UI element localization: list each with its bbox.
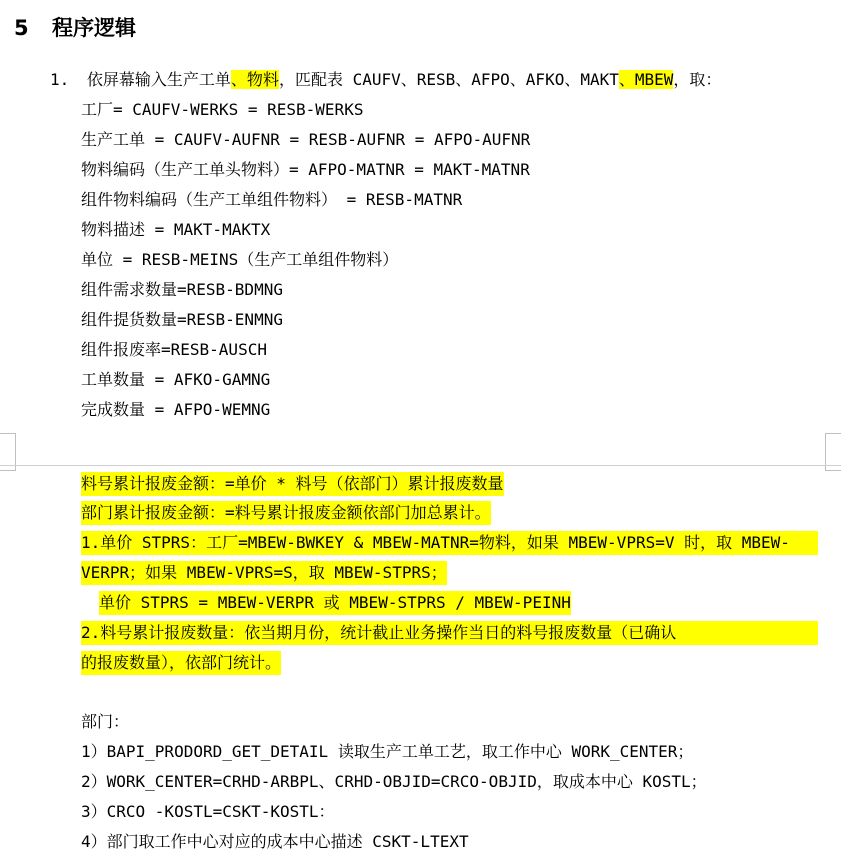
field-line: 生产工单 = CAUFV-AUFNR = RESB-AUFNR = AFPO-AUFNR xyxy=(81,130,531,149)
field-line: 组件物料编码（生产工单组件物料） = RESB-MATNR xyxy=(81,190,463,209)
field-line: 单位 = RESB-MEINS（生产工单组件物料） xyxy=(81,250,399,269)
intro-take: ，取： xyxy=(673,70,722,89)
intro-highlight-mbew: 、MBEW xyxy=(618,70,674,89)
department-label: 部门： xyxy=(81,712,130,731)
section-title: 程序逻辑 xyxy=(52,16,136,40)
item-number: 1. xyxy=(50,70,70,89)
highlighted-line: 2.料号累计报废数量：依当期月份，统计截止业务操作当日的料号报废数量（已确认 xyxy=(81,621,818,645)
intro-highlight-material: 、物料 xyxy=(230,70,279,89)
department-step: 1）BAPI_PRODORD_GET_DETAIL 读取生产工单工艺，取工作中心 WORK_CENTER； xyxy=(81,742,694,761)
page-break xyxy=(0,465,841,466)
section-heading xyxy=(14,12,136,42)
field-line: 完成数量 = AFPO-WEMNG xyxy=(81,400,271,419)
highlighted-line: VERPR；如果 MBEW-VPRS=S，取 MBEW-STPRS； xyxy=(81,561,447,585)
field-line: 工厂= CAUFV-WERKS = RESB-WERKS xyxy=(81,100,364,119)
field-line: 组件报废率=RESB-AUSCH xyxy=(81,340,267,359)
department-step: 4）部门取工作中心对应的成本中心描述 CSKT-LTEXT xyxy=(81,832,469,851)
item-1-intro xyxy=(50,68,721,92)
department-step: 2）WORK_CENTER=CRHD-ARBPL、CRHD-OBJID=CRCO-OBJID，取成本中心 KOSTL； xyxy=(81,772,707,791)
field-line: 物料描述 = MAKT-MAKTX xyxy=(81,220,271,239)
field-line: 物料编码（生产工单头物料）= AFPO-MATNR = MAKT-MATNR xyxy=(81,160,530,179)
field-line: 组件需求数量=RESB-BDMNG xyxy=(81,280,283,299)
highlighted-line: 料号累计报废金额：=单价 * 料号（依部门）累计报废数量 xyxy=(81,472,504,496)
highlighted-line: 1.单价 STPRS：工厂=MBEW-BWKEY & MBEW-MATNR=物料，如果 MBEW-VPRS=V 时，取 MBEW- xyxy=(81,531,818,555)
field-line: 工单数量 = AFKO-GAMNG xyxy=(81,370,271,389)
highlighted-line: 单价 STPRS = MBEW-VERPR 或 MBEW-STPRS / MBEW-PEINH xyxy=(99,591,571,615)
field-line: 组件提货数量=RESB-ENMNG xyxy=(81,310,283,329)
intro-tables: ，匹配表 CAUFV、RESB、AFPO、AFKO、MAKT xyxy=(278,70,619,89)
department-step: 3）CRCO -KOSTL=CSKT-KOSTL： xyxy=(81,802,335,821)
section-number: 5 xyxy=(14,16,29,40)
intro-text: 依屏幕输入生产工单 xyxy=(86,70,231,89)
highlighted-line: 部门累计报废金额：=料号累计报废金额依部门加总累计。 xyxy=(81,501,491,525)
highlighted-line: 的报废数量），依部门统计。 xyxy=(81,651,281,675)
